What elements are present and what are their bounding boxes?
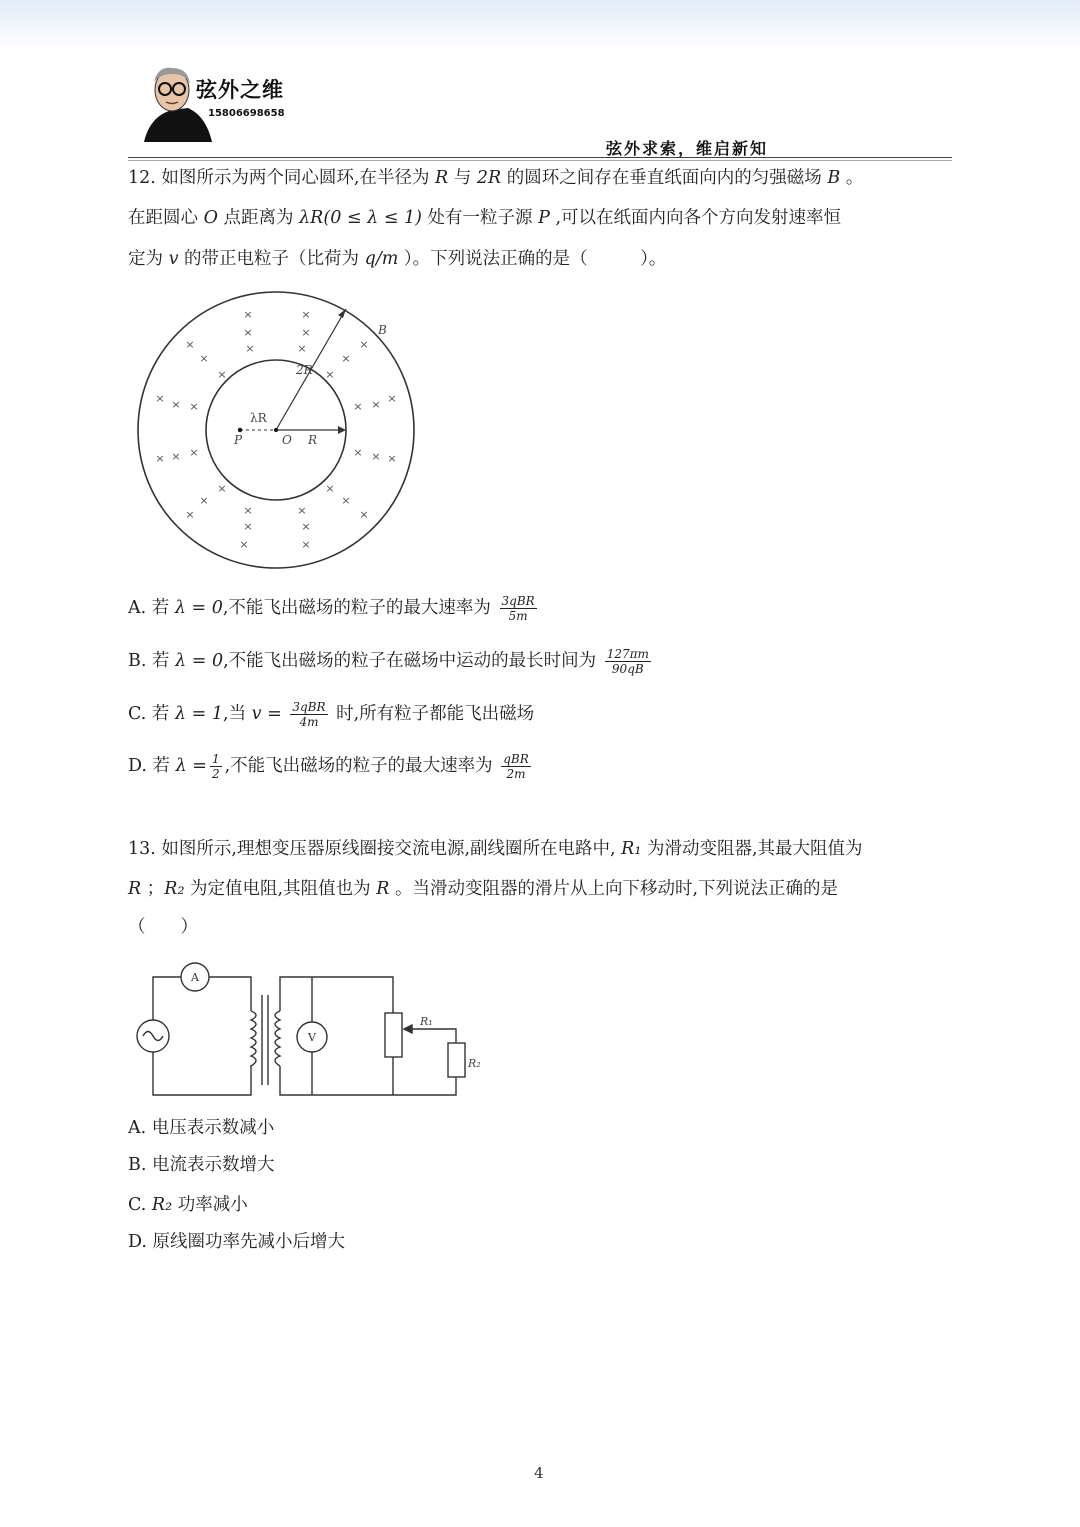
q12-var-B: B — [827, 168, 841, 188]
secondary-wire-bottom — [280, 1066, 456, 1095]
fraction-denominator: 5m — [508, 609, 528, 623]
radius-2R-arrow — [338, 309, 346, 318]
label-R1: R₁ — [420, 1015, 433, 1028]
q12-text: 在距圆心 — [128, 208, 198, 228]
secondary-coil — [275, 1011, 280, 1066]
option-a-condition: λ = 0 — [174, 598, 223, 618]
q13-option-d[interactable]: D. 原线圈功率先减小后增大 — [128, 1232, 346, 1252]
fraction-numerator: 3qBR — [501, 594, 535, 608]
option-c-text: ,当 — [223, 704, 247, 724]
option-d-condition-fraction — [210, 752, 222, 781]
label-R2: R₂ — [468, 1057, 481, 1070]
rheostat-R1 — [385, 1013, 402, 1057]
q12-text: ）。下列说法正确的是（ ）。 — [403, 249, 667, 269]
option-d-condition: λ = — [175, 756, 207, 776]
field-cross-mark: × — [155, 392, 165, 405]
q12-var-v: v — [168, 249, 179, 269]
q12-text: 的带正电粒子（比荷为 — [184, 249, 360, 269]
ammeter-label: A — [191, 971, 199, 984]
option-c-fraction — [290, 700, 327, 729]
q13-transformer-circuit-figure — [128, 955, 488, 1105]
field-cross-mark: × — [171, 450, 181, 463]
point-P — [238, 428, 242, 432]
field-cross-mark: × — [243, 326, 253, 339]
q13-option-a[interactable]: A. 电压表示数减小 — [128, 1118, 275, 1138]
field-cross-mark: × — [243, 504, 253, 517]
q12-option-d[interactable] — [128, 752, 534, 781]
q13-text: 13. 如图所示,理想变压器原线圈接交流电源,副线圈所在电路中, — [128, 839, 616, 859]
q13-text: 。当滑动变阻器的滑片从上向下移动时,下列说法正确的是 — [394, 879, 839, 899]
field-cross-mark: × — [199, 352, 209, 365]
slider-wire — [410, 1029, 456, 1043]
option-b-text: ,不能飞出磁场的粒子在磁场中运动的最长时间为 — [223, 651, 597, 671]
fraction-numerator: 3qBR — [292, 700, 326, 714]
primary-coil — [251, 1011, 256, 1066]
field-cross-mark: × — [325, 368, 335, 381]
option-c-text: 功率减小 — [177, 1195, 248, 1215]
q12-var-2R: 2R — [476, 168, 502, 188]
option-a-prefix: A. 若 — [128, 598, 170, 618]
fraction-denominator: 90qB — [611, 662, 644, 676]
q13-var-R: R — [376, 879, 390, 899]
option-c-prefix: C. 若 — [128, 704, 170, 724]
header-slogan: 弦外求索，维启新知 — [606, 139, 769, 158]
header-band — [0, 0, 1080, 52]
secondary-wire-top — [280, 977, 393, 1013]
option-d-prefix: D. 若 — [128, 756, 171, 776]
q13-text: 为滑动变阻器,其最大阻值为 — [646, 839, 863, 859]
q12-var-q-over-m: q/m — [364, 249, 399, 269]
q12-text: 定为 — [128, 249, 163, 269]
option-a-fraction — [500, 594, 537, 623]
field-cross-mark: × — [297, 504, 307, 517]
option-c-var-R2: R₂ — [151, 1195, 173, 1215]
field-cross-mark: × — [359, 338, 369, 351]
field-cross-mark: × — [341, 494, 351, 507]
point-O — [274, 428, 278, 432]
slider-arrow — [404, 1025, 412, 1033]
q13-var-R: R — [128, 879, 142, 899]
field-cross-mark: × — [353, 400, 363, 413]
option-c-velocity: v = — [251, 704, 282, 724]
q12-option-b[interactable] — [128, 647, 654, 676]
field-cross-mark: × — [359, 508, 369, 521]
option-b-condition: λ = 0 — [175, 651, 224, 671]
q12-text: 12. 如图所示为两个同心圆环,在半径为 — [128, 168, 430, 188]
field-cross-mark: × — [243, 308, 253, 321]
label-O: O — [282, 433, 292, 447]
q13-stem-line-3: （ ） — [128, 917, 198, 937]
q13-text: 为定值电阻,其阻值也为 — [190, 879, 371, 899]
q13-option-c[interactable] — [128, 1193, 248, 1217]
field-cross-mark: × — [189, 400, 199, 413]
q13-var-R2: R₂ — [164, 879, 185, 899]
q13-stem-line-2 — [128, 877, 838, 901]
field-cross-mark: × — [301, 326, 311, 339]
brand-phone: 15806698658 — [208, 108, 285, 119]
field-cross-mark: × — [189, 446, 199, 459]
field-cross-mark: × — [185, 508, 195, 521]
q12-stem-line-1 — [128, 166, 863, 190]
q12-concentric-rings-figure — [128, 282, 424, 572]
option-c-prefix: C. — [128, 1195, 147, 1215]
option-b-prefix: B. 若 — [128, 651, 170, 671]
field-cross-mark: × — [341, 352, 351, 365]
q12-text: 的圆环之间存在垂直纸面向内的匀强磁场 — [506, 168, 822, 188]
fraction-denominator: 4m — [299, 715, 319, 729]
primary-wire-top — [209, 977, 251, 1011]
field-cross-mark: × — [217, 368, 227, 381]
label-2R: 2R — [296, 363, 313, 377]
label-P: P — [234, 433, 243, 447]
header-rule-thin — [128, 160, 952, 161]
q13-text: ； — [146, 879, 165, 899]
option-d-fraction — [501, 752, 531, 781]
q12-var-P: P — [538, 208, 550, 228]
q12-var-R: R — [435, 168, 449, 188]
q12-text: ,可以在纸面内向各个方向发射速率恒 — [555, 208, 842, 228]
option-a-text: ,不能飞出磁场的粒子的最大速率为 — [222, 598, 491, 618]
field-cross-mark: × — [239, 538, 249, 551]
field-cross-mark: × — [199, 494, 209, 507]
field-cross-mark: × — [371, 450, 381, 463]
field-cross-mark: × — [387, 452, 397, 465]
q12-stem-line-3 — [128, 247, 666, 271]
field-cross-mark: × — [245, 342, 255, 355]
brand-name: 弦外之维 — [196, 78, 284, 102]
option-d-text: ,不能飞出磁场的粒子的最大速率为 — [224, 756, 493, 776]
header-rule — [128, 157, 952, 158]
label-B: B — [378, 323, 387, 337]
label-R: R — [308, 433, 318, 447]
field-cross-mark: × — [185, 338, 195, 351]
q12-text: 。 — [845, 168, 864, 188]
fraction-numerator: 127πm — [606, 647, 649, 661]
radius-R-arrow — [338, 426, 346, 434]
resistor-R2 — [448, 1043, 465, 1077]
field-cross-mark: × — [387, 392, 397, 405]
option-c-text-2: 时,所有粒子都能飞出磁场 — [336, 704, 535, 724]
fraction-numerator: qBR — [503, 752, 529, 766]
field-cross-mark: × — [301, 308, 311, 321]
option-c-condition: λ = 1 — [174, 704, 223, 724]
field-cross-mark: × — [301, 538, 311, 551]
field-cross-mark: × — [217, 482, 227, 495]
field-cross-mark: × — [301, 520, 311, 533]
field-cross-mark: × — [353, 446, 363, 459]
fraction-denominator: 2 — [211, 767, 220, 781]
q13-stem-line-1 — [128, 837, 863, 861]
q12-var-O: O — [203, 208, 218, 228]
q13-var-R1: R₁ — [621, 839, 642, 859]
q12-text: 与 — [453, 168, 472, 188]
q12-option-a[interactable] — [128, 594, 540, 623]
option-b-fraction — [605, 647, 651, 676]
field-cross-mark: × — [243, 520, 253, 533]
q13-option-b[interactable]: B. 电流表示数增大 — [128, 1155, 275, 1175]
q12-stem-line-2 — [128, 206, 841, 230]
fraction-denominator: 2m — [506, 767, 526, 781]
label-lambdaR: λR — [250, 411, 267, 425]
field-cross-mark: × — [325, 482, 335, 495]
fraction-numerator: 1 — [211, 752, 220, 766]
q12-text: 处有一粒子源 — [427, 208, 533, 228]
voltmeter-label: V — [308, 1031, 316, 1044]
field-cross-mark: × — [155, 452, 165, 465]
field-cross-mark: × — [171, 398, 181, 411]
q12-var-lambda-range: λR(0 ≤ λ ≤ 1) — [299, 208, 422, 228]
field-cross-mark: × — [371, 398, 381, 411]
q12-text: 点距离为 — [223, 208, 294, 228]
field-cross-mark: × — [297, 342, 307, 355]
q12-option-c[interactable] — [128, 700, 534, 729]
page-number: 4 — [534, 1464, 544, 1482]
